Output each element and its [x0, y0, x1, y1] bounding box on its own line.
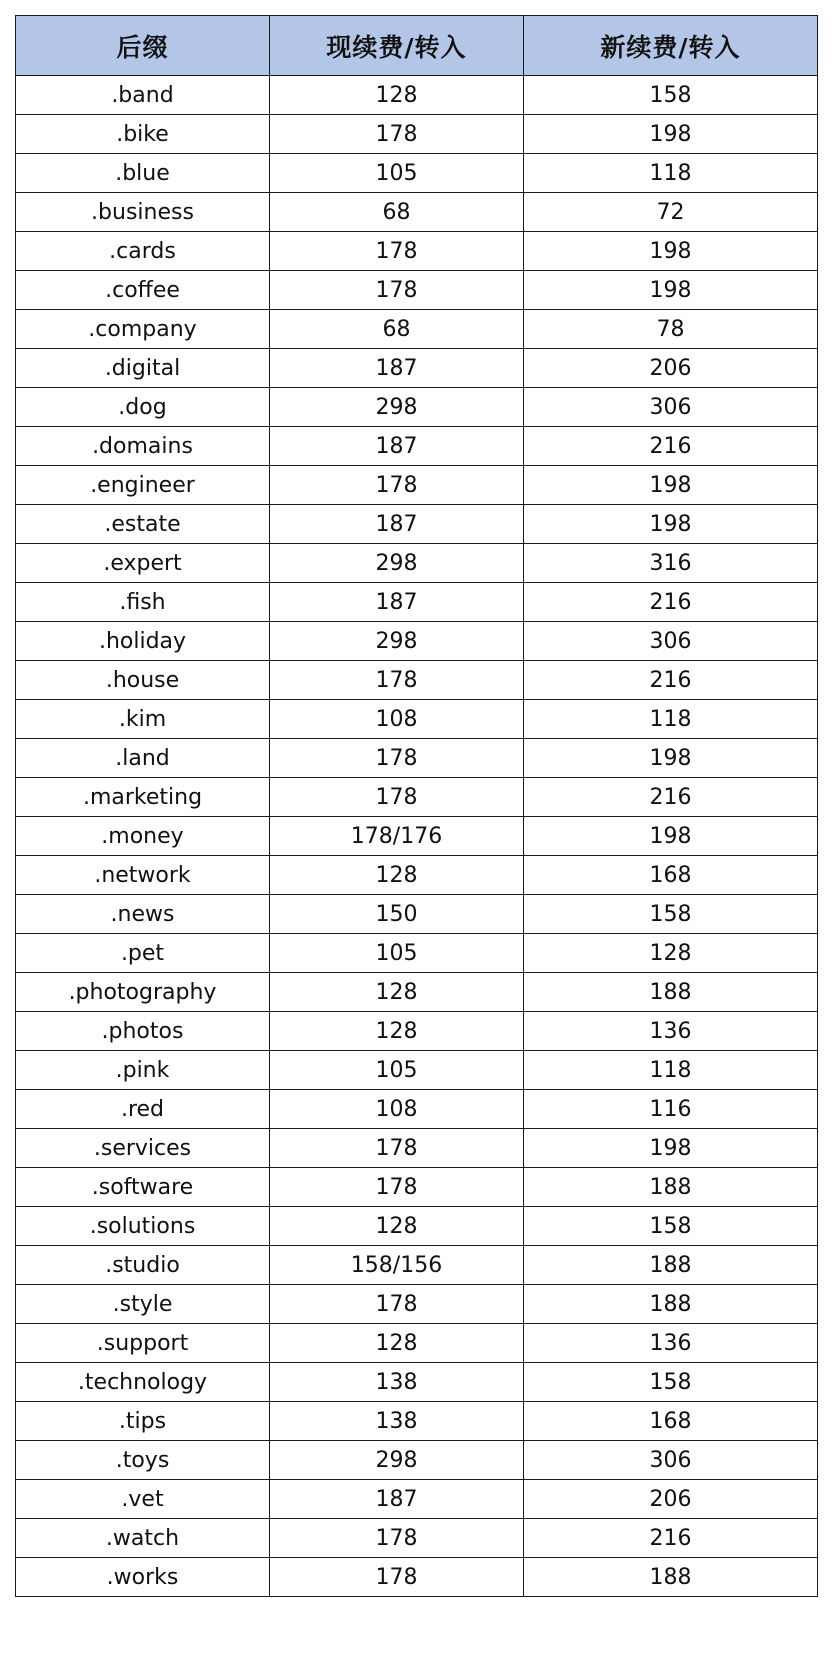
current-price-cell: 298 — [270, 1441, 524, 1480]
table-row — [16, 1012, 818, 1051]
suffix-cell: .coffee — [16, 271, 270, 310]
new-price-cell: 198 — [524, 115, 818, 154]
current-price-cell: 128 — [270, 1324, 524, 1363]
table-row — [16, 1324, 818, 1363]
table-row — [16, 1207, 818, 1246]
current-price-cell: 178 — [270, 1285, 524, 1324]
suffix-cell: .watch — [16, 1519, 270, 1558]
suffix-cell: .news — [16, 895, 270, 934]
suffix-cell: .pink — [16, 1051, 270, 1090]
new-price-cell: 206 — [524, 349, 818, 388]
suffix-cell: .red — [16, 1090, 270, 1129]
table-row — [16, 1558, 818, 1597]
new-price-cell: 72 — [524, 193, 818, 232]
new-price-cell: 306 — [524, 1441, 818, 1480]
suffix-cell: .business — [16, 193, 270, 232]
current-price-cell: 178 — [270, 1129, 524, 1168]
table-row — [16, 76, 818, 115]
current-price-cell: 187 — [270, 1480, 524, 1519]
current-price-cell: 298 — [270, 544, 524, 583]
table-row — [16, 1285, 818, 1324]
suffix-cell: .marketing — [16, 778, 270, 817]
current-price-cell: 158/156 — [270, 1246, 524, 1285]
new-price-cell: 136 — [524, 1012, 818, 1051]
table-row — [16, 310, 818, 349]
new-price-cell: 216 — [524, 427, 818, 466]
new-price-cell: 198 — [524, 1129, 818, 1168]
table-row — [16, 466, 818, 505]
current-price-cell: 178 — [270, 1519, 524, 1558]
table-header — [16, 16, 818, 76]
new-price-cell: 198 — [524, 817, 818, 856]
table-row — [16, 1246, 818, 1285]
suffix-cell: .software — [16, 1168, 270, 1207]
table-row — [16, 1090, 818, 1129]
current-price-cell: 128 — [270, 1207, 524, 1246]
table-row — [16, 856, 818, 895]
current-price-cell: 108 — [270, 700, 524, 739]
table-row — [16, 778, 818, 817]
table-row — [16, 817, 818, 856]
table-row — [16, 934, 818, 973]
suffix-cell: .digital — [16, 349, 270, 388]
new-price-cell: 168 — [524, 856, 818, 895]
new-price-cell: 198 — [524, 466, 818, 505]
current-price-cell: 187 — [270, 583, 524, 622]
suffix-cell: .estate — [16, 505, 270, 544]
new-price-cell: 306 — [524, 388, 818, 427]
suffix-cell: .kim — [16, 700, 270, 739]
new-price-cell: 188 — [524, 1558, 818, 1597]
table-row — [16, 544, 818, 583]
current-price-cell: 298 — [270, 622, 524, 661]
suffix-cell: .house — [16, 661, 270, 700]
new-price-cell: 168 — [524, 1402, 818, 1441]
price-table — [15, 15, 818, 1597]
current-price-cell: 178 — [270, 661, 524, 700]
current-price-cell: 105 — [270, 154, 524, 193]
suffix-cell: .engineer — [16, 466, 270, 505]
current-price-cell: 128 — [270, 973, 524, 1012]
table-row — [16, 1363, 818, 1402]
table-row — [16, 1441, 818, 1480]
suffix-cell: .blue — [16, 154, 270, 193]
table-row — [16, 583, 818, 622]
header-row — [16, 16, 818, 76]
new-price-cell: 198 — [524, 271, 818, 310]
table-row — [16, 700, 818, 739]
suffix-cell: .money — [16, 817, 270, 856]
table-row — [16, 1129, 818, 1168]
table-row — [16, 388, 818, 427]
new-price-cell: 128 — [524, 934, 818, 973]
suffix-cell: .expert — [16, 544, 270, 583]
current-price-cell: 178 — [270, 739, 524, 778]
new-price-cell: 78 — [524, 310, 818, 349]
current-price-cell: 178/176 — [270, 817, 524, 856]
current-price-cell: 108 — [270, 1090, 524, 1129]
current-price-cell: 187 — [270, 349, 524, 388]
table-row — [16, 739, 818, 778]
new-price-cell: 206 — [524, 1480, 818, 1519]
suffix-cell: .photography — [16, 973, 270, 1012]
new-price-cell: 316 — [524, 544, 818, 583]
suffix-cell: .dog — [16, 388, 270, 427]
table-row — [16, 1480, 818, 1519]
new-price-cell: 216 — [524, 583, 818, 622]
suffix-cell: .works — [16, 1558, 270, 1597]
new-price-cell: 188 — [524, 1168, 818, 1207]
header-suffix: 后缀 — [16, 16, 270, 76]
current-price-cell: 128 — [270, 1012, 524, 1051]
current-price-cell: 178 — [270, 232, 524, 271]
new-price-cell: 188 — [524, 1246, 818, 1285]
new-price-cell: 198 — [524, 232, 818, 271]
new-price-cell: 188 — [524, 1285, 818, 1324]
current-price-cell: 187 — [270, 427, 524, 466]
current-price-cell: 187 — [270, 505, 524, 544]
suffix-cell: .solutions — [16, 1207, 270, 1246]
new-price-cell: 136 — [524, 1324, 818, 1363]
new-price-cell: 216 — [524, 661, 818, 700]
suffix-cell: .services — [16, 1129, 270, 1168]
table-row — [16, 232, 818, 271]
new-price-cell: 118 — [524, 700, 818, 739]
table-row — [16, 115, 818, 154]
new-price-cell: 198 — [524, 739, 818, 778]
new-price-cell: 158 — [524, 1207, 818, 1246]
suffix-cell: .support — [16, 1324, 270, 1363]
table-row — [16, 1051, 818, 1090]
new-price-cell: 118 — [524, 154, 818, 193]
current-price-cell: 105 — [270, 1051, 524, 1090]
current-price-cell: 178 — [270, 778, 524, 817]
suffix-cell: .network — [16, 856, 270, 895]
current-price-cell: 150 — [270, 895, 524, 934]
table-row — [16, 1402, 818, 1441]
header-current-renewal-transfer: 现续费/转入 — [270, 16, 524, 76]
current-price-cell: 128 — [270, 856, 524, 895]
table-row — [16, 505, 818, 544]
current-price-cell: 178 — [270, 115, 524, 154]
new-price-cell: 188 — [524, 973, 818, 1012]
table-row — [16, 895, 818, 934]
header-new-renewal-transfer: 新续费/转入 — [524, 16, 818, 76]
table-row — [16, 427, 818, 466]
new-price-cell: 198 — [524, 505, 818, 544]
new-price-cell: 116 — [524, 1090, 818, 1129]
suffix-cell: .pet — [16, 934, 270, 973]
new-price-cell: 118 — [524, 1051, 818, 1090]
suffix-cell: .photos — [16, 1012, 270, 1051]
suffix-cell: .land — [16, 739, 270, 778]
suffix-cell: .fish — [16, 583, 270, 622]
suffix-cell: .tips — [16, 1402, 270, 1441]
table-row — [16, 271, 818, 310]
current-price-cell: 178 — [270, 1168, 524, 1207]
current-price-cell: 138 — [270, 1363, 524, 1402]
current-price-cell: 105 — [270, 934, 524, 973]
table-body — [16, 76, 818, 1597]
suffix-cell: .studio — [16, 1246, 270, 1285]
current-price-cell: 178 — [270, 1558, 524, 1597]
suffix-cell: .vet — [16, 1480, 270, 1519]
suffix-cell: .cards — [16, 232, 270, 271]
current-price-cell: 68 — [270, 310, 524, 349]
new-price-cell: 158 — [524, 76, 818, 115]
suffix-cell: .holiday — [16, 622, 270, 661]
new-price-cell: 216 — [524, 1519, 818, 1558]
suffix-cell: .band — [16, 76, 270, 115]
current-price-cell: 68 — [270, 193, 524, 232]
suffix-cell: .company — [16, 310, 270, 349]
table-row — [16, 193, 818, 232]
current-price-cell: 178 — [270, 466, 524, 505]
table-row — [16, 973, 818, 1012]
current-price-cell: 128 — [270, 76, 524, 115]
suffix-cell: .toys — [16, 1441, 270, 1480]
new-price-cell: 306 — [524, 622, 818, 661]
table-row — [16, 1519, 818, 1558]
suffix-cell: .style — [16, 1285, 270, 1324]
new-price-cell: 216 — [524, 778, 818, 817]
new-price-cell: 158 — [524, 1363, 818, 1402]
suffix-cell: .technology — [16, 1363, 270, 1402]
table-row — [16, 661, 818, 700]
current-price-cell: 298 — [270, 388, 524, 427]
table-row — [16, 622, 818, 661]
suffix-cell: .domains — [16, 427, 270, 466]
table-row — [16, 1168, 818, 1207]
table-row — [16, 154, 818, 193]
suffix-cell: .bike — [16, 115, 270, 154]
table-row — [16, 349, 818, 388]
current-price-cell: 138 — [270, 1402, 524, 1441]
new-price-cell: 158 — [524, 895, 818, 934]
current-price-cell: 178 — [270, 271, 524, 310]
